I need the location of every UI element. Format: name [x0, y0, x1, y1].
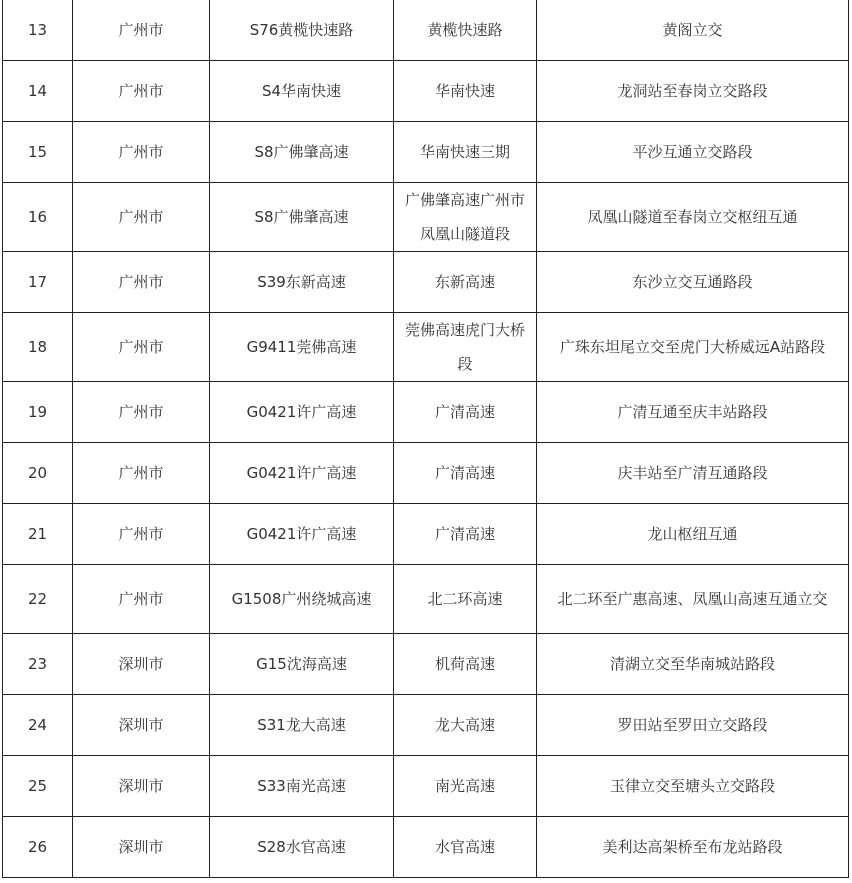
cell-road: 华南快速 — [394, 61, 537, 122]
cell-section: 龙洞站至春岗立交路段 — [537, 61, 849, 122]
road-section-table — [2, 0, 849, 878]
cell-section: 凤凰山隧道至春岗立交枢纽互通 — [537, 183, 849, 252]
cell-section: 龙山枢纽互通 — [537, 504, 849, 565]
cell-road: 水官高速 — [394, 817, 537, 878]
cell-route: G9411莞佛高速 — [210, 313, 394, 382]
cell-no: 13 — [3, 0, 73, 61]
table-row — [3, 61, 849, 122]
cell-city: 深圳市 — [73, 695, 210, 756]
cell-route: G1508广州绕城高速 — [210, 565, 394, 634]
cell-no: 15 — [3, 122, 73, 183]
table-row — [3, 382, 849, 443]
cell-road: 广佛肇高速广州市凤凰山隧道段 — [394, 183, 537, 252]
cell-city: 深圳市 — [73, 756, 210, 817]
cell-city: 广州市 — [73, 382, 210, 443]
cell-city: 广州市 — [73, 183, 210, 252]
cell-no: 14 — [3, 61, 73, 122]
table-row — [3, 565, 849, 634]
cell-city: 深圳市 — [73, 634, 210, 695]
cell-no: 20 — [3, 443, 73, 504]
cell-section: 美利达高架桥至布龙站路段 — [537, 817, 849, 878]
cell-no: 18 — [3, 313, 73, 382]
cell-route: S39东新高速 — [210, 252, 394, 313]
cell-no: 23 — [3, 634, 73, 695]
cell-no: 25 — [3, 756, 73, 817]
cell-road: 机荷高速 — [394, 634, 537, 695]
cell-section: 广珠东坦尾立交至虎门大桥威远A站路段 — [537, 313, 849, 382]
table-row — [3, 252, 849, 313]
table-row — [3, 634, 849, 695]
cell-road: 北二环高速 — [394, 565, 537, 634]
cell-city: 广州市 — [73, 504, 210, 565]
cell-city: 广州市 — [73, 252, 210, 313]
cell-no: 19 — [3, 382, 73, 443]
table-row — [3, 504, 849, 565]
cell-road: 广清高速 — [394, 504, 537, 565]
cell-section: 清湖立交至华南城站路段 — [537, 634, 849, 695]
cell-road: 莞佛高速虎门大桥段 — [394, 313, 537, 382]
cell-city: 广州市 — [73, 313, 210, 382]
cell-city: 广州市 — [73, 565, 210, 634]
table-row — [3, 122, 849, 183]
cell-route: S4华南快速 — [210, 61, 394, 122]
cell-road: 华南快速三期 — [394, 122, 537, 183]
cell-city: 广州市 — [73, 443, 210, 504]
cell-road: 广清高速 — [394, 443, 537, 504]
cell-route: G15沈海高速 — [210, 634, 394, 695]
cell-route: S33南光高速 — [210, 756, 394, 817]
cell-route: G0421许广高速 — [210, 504, 394, 565]
table-row — [3, 756, 849, 817]
cell-road: 黄榄快速路 — [394, 0, 537, 61]
cell-section: 罗田站至罗田立交路段 — [537, 695, 849, 756]
road-section-table-container — [2, 0, 848, 878]
cell-route: S28水官高速 — [210, 817, 394, 878]
cell-road: 南光高速 — [394, 756, 537, 817]
table-row — [3, 443, 849, 504]
cell-city: 深圳市 — [73, 817, 210, 878]
table-row — [3, 695, 849, 756]
cell-no: 21 — [3, 504, 73, 565]
cell-section: 庆丰站至广清互通路段 — [537, 443, 849, 504]
cell-road: 龙大高速 — [394, 695, 537, 756]
cell-route: S31龙大高速 — [210, 695, 394, 756]
table-row — [3, 0, 849, 61]
cell-section: 平沙互通立交路段 — [537, 122, 849, 183]
cell-section: 黄阁立交 — [537, 0, 849, 61]
cell-road: 东新高速 — [394, 252, 537, 313]
cell-city: 广州市 — [73, 61, 210, 122]
cell-route: S8广佛肇高速 — [210, 183, 394, 252]
cell-no: 17 — [3, 252, 73, 313]
table-row — [3, 183, 849, 252]
cell-route: S8广佛肇高速 — [210, 122, 394, 183]
cell-no: 26 — [3, 817, 73, 878]
table-row — [3, 313, 849, 382]
cell-no: 24 — [3, 695, 73, 756]
cell-no: 22 — [3, 565, 73, 634]
cell-city: 广州市 — [73, 122, 210, 183]
cell-city: 广州市 — [73, 0, 210, 61]
cell-section: 玉律立交至塘头立交路段 — [537, 756, 849, 817]
table-row — [3, 817, 849, 878]
cell-section: 广清互通至庆丰站路段 — [537, 382, 849, 443]
cell-route: G0421许广高速 — [210, 443, 394, 504]
cell-section: 东沙立交互通路段 — [537, 252, 849, 313]
cell-route: G0421许广高速 — [210, 382, 394, 443]
cell-route: S76黄榄快速路 — [210, 0, 394, 61]
cell-road: 广清高速 — [394, 382, 537, 443]
cell-no: 16 — [3, 183, 73, 252]
cell-section: 北二环至广惠高速、凤凰山高速互通立交 — [537, 565, 849, 634]
